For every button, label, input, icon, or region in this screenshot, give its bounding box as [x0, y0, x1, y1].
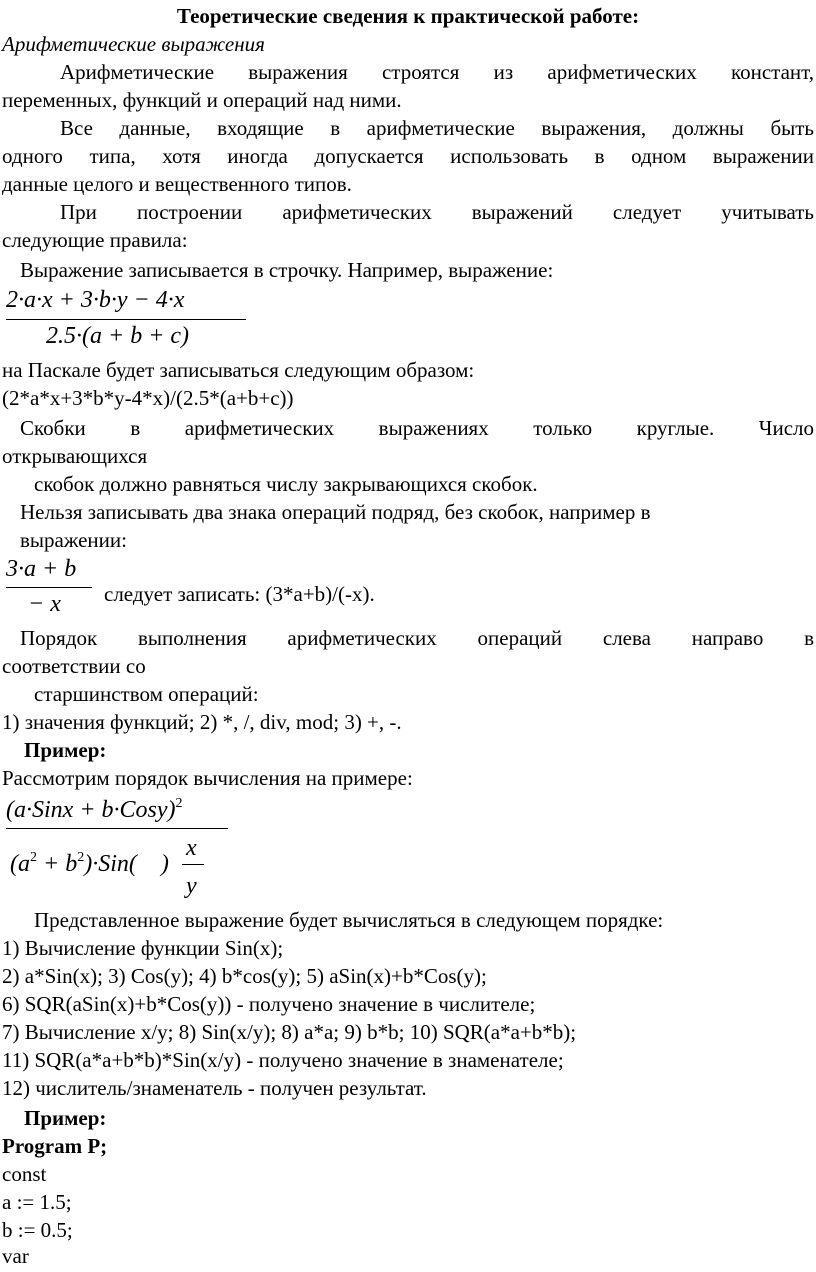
paragraph-line: выражении:: [20, 528, 127, 552]
formula-3-den-right: )·Sin(: [84, 851, 137, 877]
paragraph-line: скобок должно равняться числу закрывающихся скобок.: [34, 472, 538, 496]
formula-3-den-mid: + b: [37, 851, 78, 877]
paragraph-line: 1) значения функций; 2) *, /, div, mod; 3) +, -.: [2, 710, 402, 734]
paragraph-line: на Паскале будет записываться следующим образом:: [2, 358, 475, 382]
paragraph-line: Арифметические выражения строятся из арифметических констант,: [60, 60, 814, 84]
formula-3-denominator: [10, 850, 169, 878]
list-item: 6) SQR(aSin(x)+b*Cos(y)) - получено значение в числителе;: [2, 992, 536, 1016]
example-label: Пример:: [24, 738, 107, 762]
list-item: 2) a*Sin(x); 3) Cos(y); 4) b*cos(y); 5) aSin(x)+b*Cos(y);: [2, 964, 487, 988]
paragraph-line: открывающихся: [2, 444, 148, 468]
example-label: Пример:: [24, 1106, 107, 1130]
code-line: const: [2, 1162, 47, 1186]
paragraph-line: Рассмотрим порядок вычисления на примере:: [2, 766, 413, 790]
formula-3-numerator-text: (a·Sinx + b·Cosy): [6, 797, 176, 823]
paragraph-line: старшинством операций:: [34, 682, 259, 706]
paragraph-line: одного типа, хотя иногда допускается использовать в одном выражении: [2, 144, 814, 168]
formula-3-inner-numerator: x: [186, 835, 197, 861]
paragraph-line: Все данные, входящие в арифметические выражения, должны быть: [60, 116, 814, 140]
section-subtitle: Арифметические выражения: [2, 32, 265, 56]
rule-line: Выражение записывается в строчку. Например, выражение:: [20, 258, 554, 282]
paragraph-line: данные целого и вещественного типов.: [2, 172, 352, 196]
formula-3-den-exp-a: 2: [30, 850, 37, 865]
formula-3-inner-denominator: y: [186, 873, 197, 899]
list-item: 7) Вычисление x/y; 8) Sin(x/y); 8) a*a; 9) b*b; 10) SQR(a*a+b*b);: [2, 1020, 577, 1044]
code-line: Program P;: [2, 1134, 108, 1158]
formula-2-numerator: 3·a + b: [6, 556, 77, 582]
paragraph-line: Нельзя записывать два знака операций подряд, без скобок, например в: [20, 500, 651, 524]
list-item: 12) числитель/знаменатель - получен результат.: [2, 1076, 427, 1100]
paragraph-line: Представленное выражение будет вычисляться в следующем порядке:: [34, 908, 664, 932]
code-line: var: [2, 1244, 29, 1268]
list-item: 1) Вычисление функции Sin(x);: [2, 936, 284, 960]
paragraph-line: Порядок выполнения арифметических операций слева направо в: [20, 626, 814, 650]
paragraph-line: При построении арифметических выражений следует учитывать: [60, 200, 814, 224]
paragraph-line: следует записать: (3*a+b)/(-x).: [104, 582, 375, 606]
formula-3-numerator: [6, 796, 183, 824]
formula-3-den-close: ): [160, 851, 169, 877]
formula-2-denominator: − x: [28, 591, 61, 617]
paragraph-line: следующие правила:: [2, 228, 188, 252]
formula-3-fraction-bar: [6, 828, 228, 829]
formula-3-inner-fraction-bar: [182, 864, 204, 865]
formula-3-numerator-exponent: 2: [175, 796, 183, 811]
list-item: 11) SQR(a*a+b*b)*Sin(x/y) - получено значение в знаменателе;: [2, 1048, 564, 1072]
paragraph-line: переменных, функций и операций над ними.: [2, 88, 402, 112]
code-line: b := 0.5;: [2, 1218, 73, 1242]
formula-1-fraction-bar: [6, 319, 246, 320]
paragraph-line: Скобки в арифметических выражениях только круглые. Число: [20, 416, 814, 440]
formula-3-den-exp-b: 2: [77, 850, 85, 865]
formula-3-den-left: (a: [10, 851, 30, 877]
formula-1-numerator: 2·a·x + 3·b·y − 4·x: [6, 287, 185, 313]
paragraph-line: соответствии со: [2, 654, 146, 678]
formula-1-denominator: 2.5·(a + b + c): [46, 323, 190, 349]
document-title: Теоретические сведения к практической работе:: [176, 4, 640, 28]
pascal-expression: (2*a*x+3*b*y-4*x)/(2.5*(a+b+c)): [2, 386, 294, 410]
code-line: a := 1.5;: [2, 1190, 72, 1214]
formula-2-fraction-bar: [6, 587, 92, 588]
